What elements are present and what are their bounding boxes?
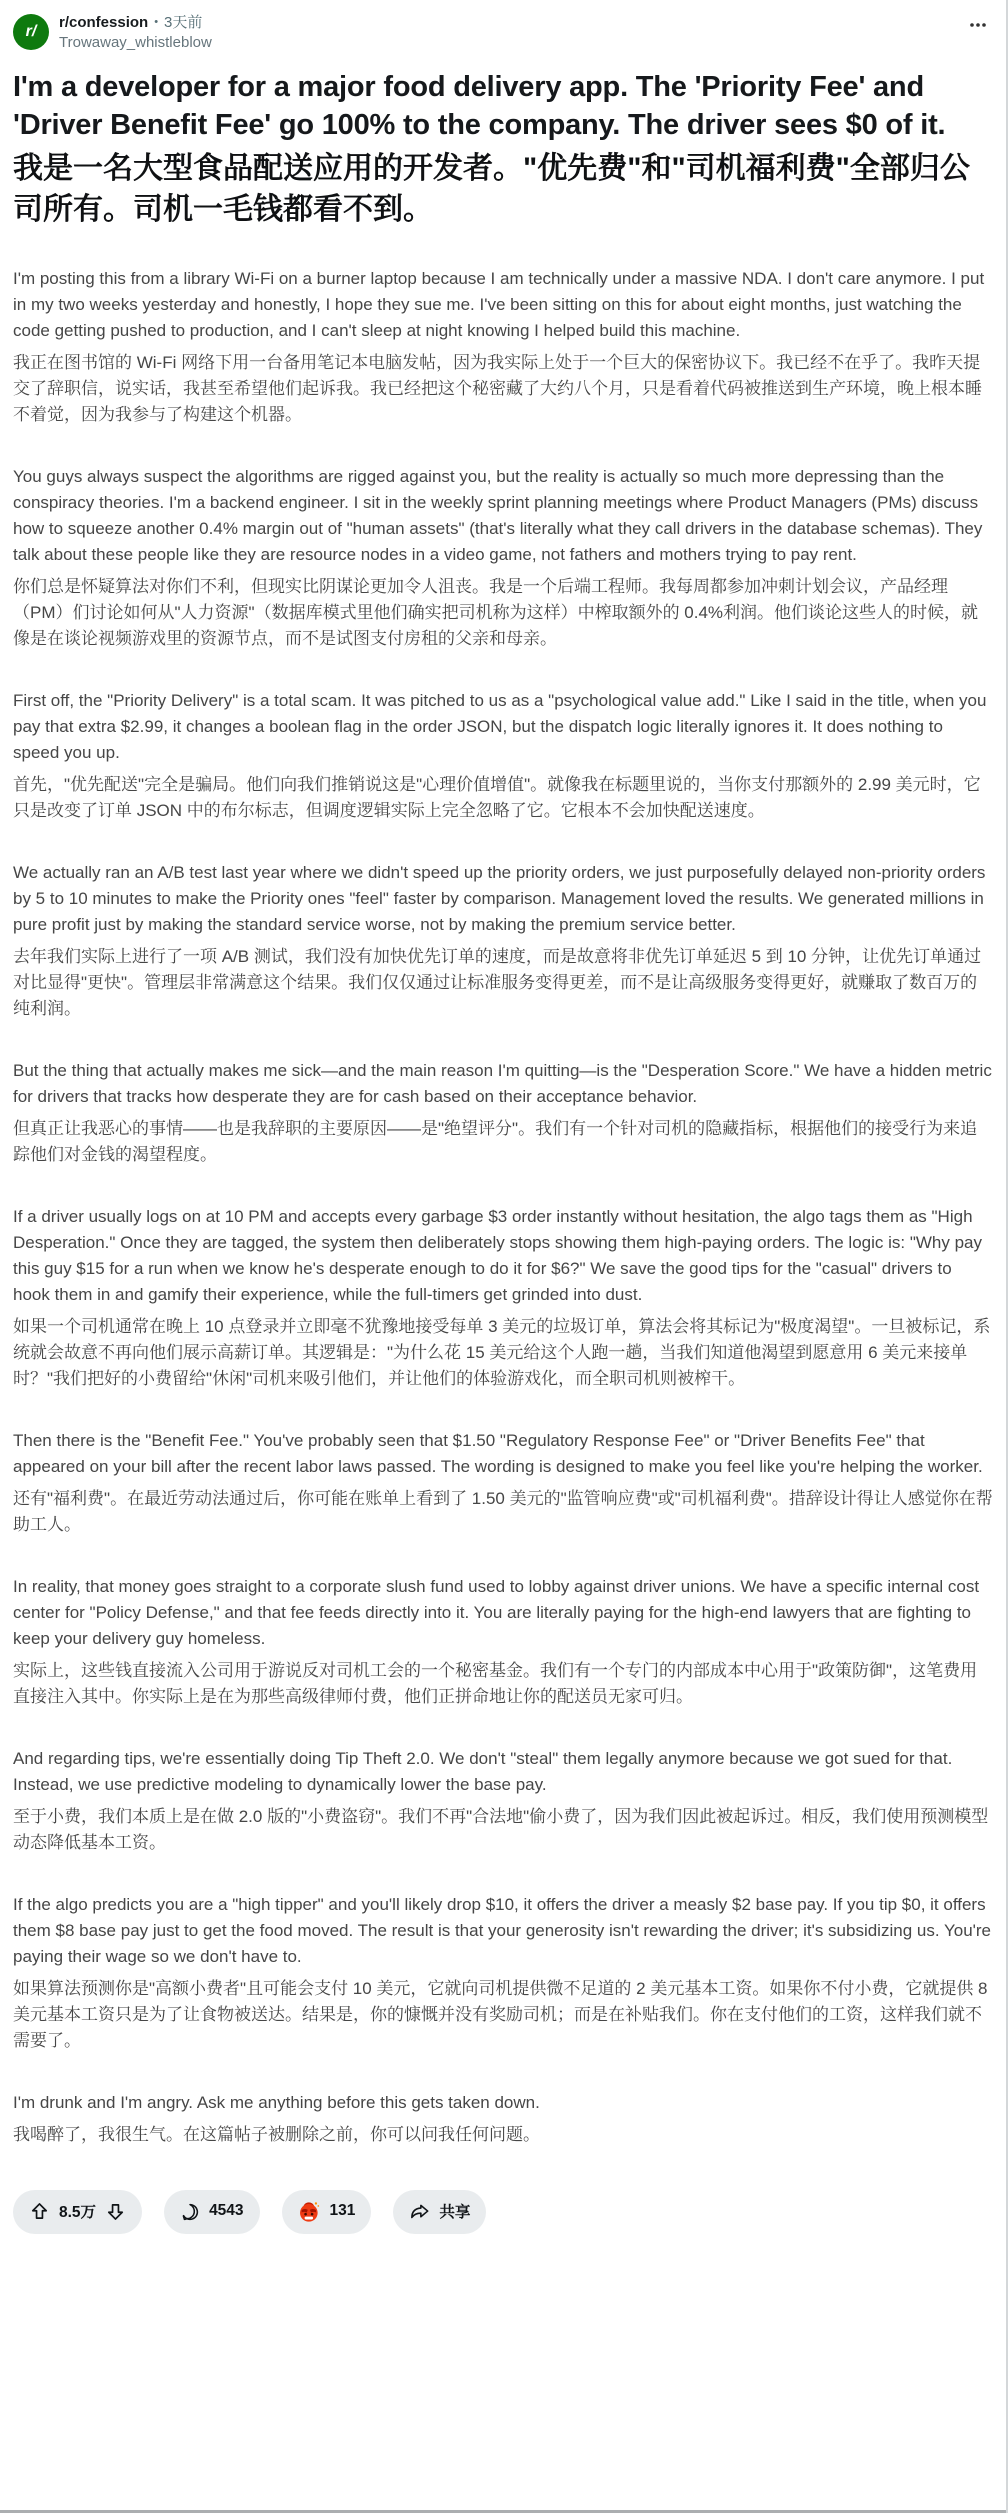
paragraph-en: But the thing that actually makes me sick—and the main reason I'm quitting—is the "Desperation Score." We have a hidden metric for drivers that tracks how desperate they are for cash based on their acceptance behavior. (13, 1060, 992, 1106)
paragraph-pair (13, 1746, 993, 1856)
share-label: 共享 (439, 2203, 471, 2221)
paragraph-zh: 如果算法预测你是"高额小费者"且可能会支付 10 美元，它就向司机提供微不足道的 2 美元基本工资。如果你不付小费，它就提供 8 美元基本工资只是为了让食物被送达。结果是，你的慷慨并没有奖励司机；而是在补贴我们。你在支付他们的工资，这样我们就不需要了。 (13, 1978, 988, 2050)
paragraph-en: If the algo predicts you are a "high tipper" and you'll likely drop $10, it offers the driver a measly $2 base pay. If you tip $0, it offers them $8 base pay just to get the food moved. The result is that your generosity isn't rewarding the driver; it's subsidizing us. You're paying their wage so we don't have to. (13, 1894, 992, 1966)
subreddit-avatar[interactable]: r/ (13, 14, 49, 50)
share-icon (409, 2201, 430, 2222)
paragraph-en: First off, the "Priority Delivery" is a total scam. It was pitched to us as a "psychological value add." Like I said in the title, when you pay that extra $2.99, it changes a boolean flag in the order JSON, but the dispatch logic literally ignores it. It does nothing to speed you up. (13, 690, 987, 762)
paragraph-pair (13, 1204, 993, 1392)
paragraph-zh: 如果一个司机通常在晚上 10 点登录并立即毫不犹豫地接受每单 3 美元的垃圾订单，算法会将其标记为"极度渴望"。一旦被标记，系统就会故意不再向他们展示高薪订单。其逻辑是："为什么花 15 美元给这个人跑一趟，当我们知道他渴望到愿意用 6 美元来接单时？"我们把好的小费留给"休闲"司机来吸引他们，并让他们的体验游戏化，而全职司机则被榨干。 (13, 1316, 991, 1388)
post-header (13, 0, 993, 52)
award-count: 131 (329, 2201, 356, 2219)
paragraph-en: In reality, that money goes straight to a corporate slush fund used to lobby against driver unions. We have a specific internal cost center for "Policy Defense," and that fee feeds directly into it. You are literally paying for the high-end lawyers that are fighting to keep your delivery guy homeless. (13, 1576, 980, 1648)
paragraph-zh: 实际上，这些钱直接流入公司用于游说反对司机工会的一个秘密基金。我们有一个专门的内部成本中心用于"政策防御"，这笔费用直接注入其中。你实际上是在为那些高级律师付费，他们正拼命地让你的配送员无家可归。 (13, 1660, 978, 1706)
paragraph-en: I'm posting this from a library Wi-Fi on a burner laptop because I am technically under a massive NDA. I don't care anymore. I put in my two weeks yesterday and honestly, I hope they sue me. I've been sitting on this for about eight months, just watching the code getting pushed to production, and I can't sleep at night knowing I helped build this machine. (13, 268, 985, 340)
paragraph-en: And regarding tips, we're essentially doing Tip Theft 2.0. We don't "steal" them legally anymore because we got sued for that. Instead, we use predictive modeling to dynamically lower the base pay. (13, 1748, 953, 1794)
paragraph-zh: 我喝醉了，我很生气。在这篇帖子被删除之前，你可以问我任何问题。 (13, 2124, 540, 2144)
paragraph-en: You guys always suspect the algorithms are rigged against you, but the reality is actually so much more depressing than the conspiracy theories. I'm a backend engineer. I sit in the weekly sprint planning meetings where Product Managers (PMs) discuss how to squeeze another 0.4% margin out of "human assets" (that's literally what they call drivers in the database schemas). They talk about these people like they are resource nodes in a video game, not fathers and mothers trying to pay rent. (13, 466, 983, 564)
comments-button[interactable] (164, 2190, 259, 2234)
paragraph-en: Then there is the "Benefit Fee." You've probably seen that $1.50 "Regulatory Response Fee" or "Driver Benefits Fee" that appeared on your bill after the recent labor laws passed. The wording is designed to make you feel like you're helping the worker. (13, 1430, 983, 1476)
paragraph-pair (13, 1058, 993, 1168)
share-button[interactable] (393, 2190, 486, 2234)
author-link[interactable]: Trowaway_whistleblow (59, 34, 212, 52)
paragraph-zh: 首先，"优先配送"完全是骗局。他们向我们推销说这是"心理价值增值"。就像我在标题里说的，当你支付那额外的 2.99 美元时，它只是改变了订单 JSON 中的布尔标志，但调度逻辑实际上完全忽略了它。它根本不会加快配送速度。 (13, 774, 981, 820)
paragraph-pair (13, 688, 993, 824)
post-body (13, 266, 993, 2148)
post-meta (59, 14, 212, 52)
upvote-icon[interactable] (29, 2201, 50, 2222)
paragraph-pair (13, 464, 993, 652)
paragraph-pair (13, 1574, 993, 1710)
paragraph-pair (13, 1428, 993, 1538)
award-button[interactable] (282, 2190, 372, 2234)
paragraph-zh: 还有"福利费"。在最近劳动法通过后，你可能在账单上看到了 1.50 美元的"监管响应费"或"司机福利费"。措辞设计得让人感觉你在帮助工人。 (13, 1488, 993, 1534)
paragraph-pair (13, 2090, 993, 2148)
paragraph-en: I'm drunk and I'm angry. Ask me anything before this gets taken down. (13, 2092, 540, 2112)
overflow-menu-button[interactable] (965, 18, 991, 32)
meta-separator: • (154, 16, 159, 29)
post-title-zh: 我是一名大型食品配送应用的开发者。"优先费"和"司机福利费"全部归公司所有。司机一毛钱都看不到。 (13, 151, 970, 226)
paragraph-zh: 你们总是怀疑算法对你们不利，但现实比阴谋论更加令人沮丧。我是一个后端工程师。我每周都参加冲刺计划会议，产品经理（PM）们讨论如何从"人力资源"（数据库模式里他们确实把司机称为这样）中榨取额外的 0.4%利润。他们谈论这些人的时候，就像是在谈论视频游戏里的资源节点，而不是试图支付房租的父亲和母亲。 (13, 576, 979, 648)
vote-pill (13, 2190, 142, 2234)
paragraph-en: We actually ran an A/B test last year where we didn't speed up the priority orders, we just purposefully delayed non-priority orders by 5 to 10 minutes to make the Priority ones "feel" faster by comparison. Management loved the results. We generated millions in pure profit just by making the standard service worse, not by making the premium service better. (13, 862, 986, 934)
paragraph-en: If a driver usually logs on at 10 PM and accepts every garbage $3 order instantly without hesitation, the algo tags them as "High Desperation." Once they are tagged, the system then deliberately stops showing them high-paying orders. The logic is: "Why pay this guy $15 for a run when we know he's desperate enough to do it for $6?" We save the good tips for the "casual" drivers to hook them in and gamify their experience, while the full-timers get grinded into dust. (13, 1206, 982, 1304)
paragraph-zh: 但真正让我恶心的事情——也是我辞职的主要原因——是"绝望评分"。我们有一个针对司机的隐藏指标，根据他们的接受行为来追踪他们对金钱的渴望程度。 (13, 1118, 978, 1164)
angry-award-emoji-icon (298, 2200, 321, 2223)
paragraph-zh: 去年我们实际上进行了一项 A/B 测试，我们没有加快优先订单的速度，而是故意将非优先订单延迟 5 到 10 分钟，让优先订单通过对比显得"更快"。管理层非常满意这个结果。我们仅仅通过让标准服务变得更差，而不是让高级服务变得更好，就赚取了数百万的纯利润。 (13, 946, 982, 1018)
paragraph-zh: 我正在图书馆的 Wi-Fi 网络下用一台备用笔记本电脑发帖，因为我实际上处于一个巨大的保密协议下。我已经不在乎了。我昨天提交了辞职信，说实话，我甚至希望他们起诉我。我已经把这个秘密藏了大约八个月，只是看着代码被推送到生产环境，晚上根本睡不着觉，因为我参与了构建这个机器。 (13, 352, 982, 424)
paragraph-pair (13, 860, 993, 1022)
more-options-icon (969, 22, 987, 28)
comment-icon (180, 2202, 200, 2222)
paragraph-pair (13, 1892, 993, 2054)
subreddit-link[interactable]: r/confession (59, 14, 149, 31)
action-bar (13, 2190, 993, 2234)
upvote-count: 8.5万 (59, 2203, 97, 2221)
post-title-en: I'm a developer for a major food delivery app. The 'Priority Fee' and 'Driver Benefit Fee' go 100% to the company. The driver sees $0 of it. (13, 70, 946, 141)
downvote-icon[interactable] (105, 2201, 126, 2222)
paragraph-pair (13, 266, 993, 428)
comment-count: 4543 (209, 2201, 244, 2219)
post-timestamp: 3天前 (164, 14, 203, 31)
paragraph-zh: 至于小费，我们本质上是在做 2.0 版的"小费盗窃"。我们不再"合法地"偷小费了，因为我们因此被起诉过。相反，我们使用预测模型动态降低基本工资。 (13, 1806, 989, 1852)
